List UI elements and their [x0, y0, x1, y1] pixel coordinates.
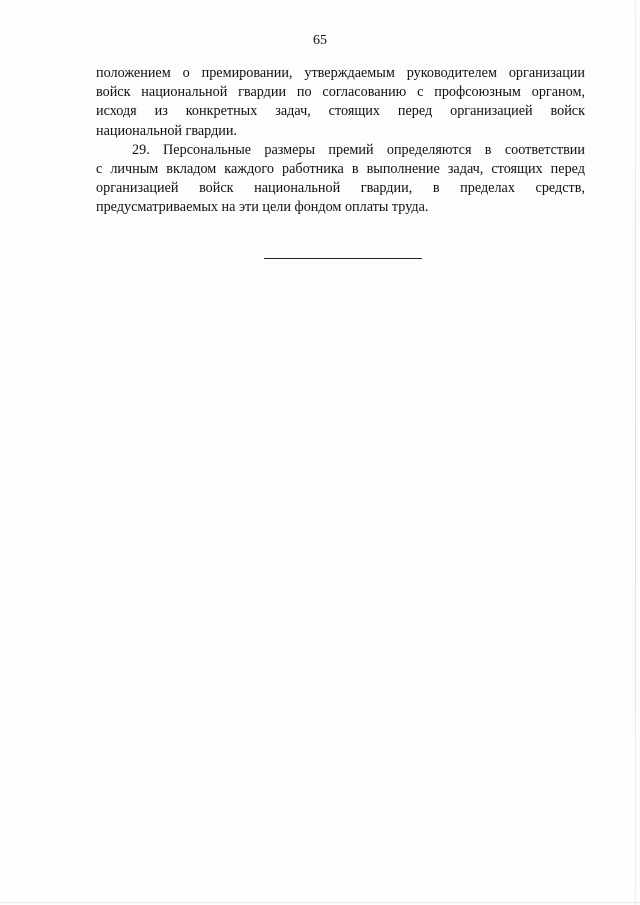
text-line: с личным вкладом каждого работника в выполнение задач, стоящих перед — [96, 160, 585, 177]
end-of-document-separator — [264, 258, 422, 259]
text-line: национальной гвардии. — [96, 122, 238, 139]
text-line: положением о премировании, утверждаемым руководителем организации — [96, 65, 585, 81]
text-line: войск национальной гвардии по согласованию с профсоюзным органом, — [96, 84, 585, 101]
text-line: предусматриваемых на эти цели фондом оплаты труда. — [96, 199, 429, 216]
scan-edge-bottom — [0, 902, 640, 903]
text-line: 29. Персональные размеры премий определяются в соответствии — [132, 141, 585, 158]
page-number: 65 — [313, 33, 327, 48]
text-line: исходя из конкретных задач, стоящих перед организацией войск — [96, 103, 585, 120]
scan-edge-right — [635, 0, 636, 905]
text-line: организацией войск национальной гвардии, в пределах средств, — [96, 180, 585, 197]
document-body — [96, 64, 585, 218]
paragraph-premium-regulation — [96, 64, 585, 141]
paragraph-item-29 — [96, 141, 585, 218]
